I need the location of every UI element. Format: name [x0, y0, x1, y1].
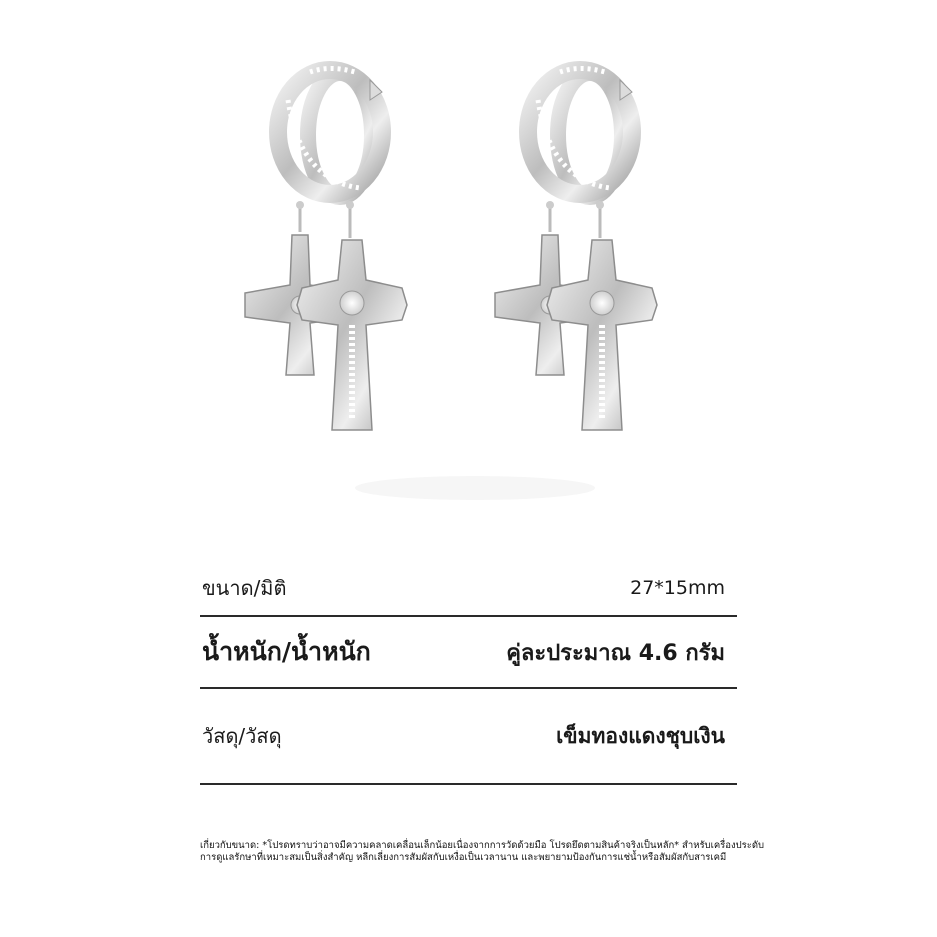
shadow: [355, 476, 595, 500]
spec-row-material: [200, 689, 737, 785]
disclaimer-text: เกี่ยวกับขนาด: *โปรดทราบว่าอาจมีความคลาดเคลื่อนเล็กน้อยเนื่องจากการวัดด้วยมือ โปรดยึดตามสินค้าจริงเป็นหลัก* สำหรับเครื่องประดับ การดูแลรักษาที่เหมาะสมเป็นสิ่งสำคัญ หลีกเลี่ยงการสัมผัสกับเหงื่อเป็นเวลานาน และพยายามป้องกันการแช่น้ำหรือสัมผัสกับสารเคมี: [200, 840, 765, 863]
spec-value-material: เข็มทองแดงชุบเงิน: [556, 723, 725, 748]
spec-label-weight: น้ำหนัก/น้ำหนัก: [202, 637, 371, 666]
spec-row-size: [200, 560, 737, 617]
specs-table: [200, 560, 737, 785]
spec-label-material: วัสดุ/วัสดุ: [202, 724, 282, 748]
right-earring-icon: [495, 69, 657, 431]
left-earring-icon: [245, 69, 407, 431]
spec-value-weight: คู่ละประมาณ 4.6 กรัม: [506, 640, 725, 666]
spec-row-weight: [200, 617, 737, 689]
spec-label-size: ขนาด/มิติ: [202, 575, 287, 600]
spec-value-size: 27*15mm: [630, 576, 725, 599]
